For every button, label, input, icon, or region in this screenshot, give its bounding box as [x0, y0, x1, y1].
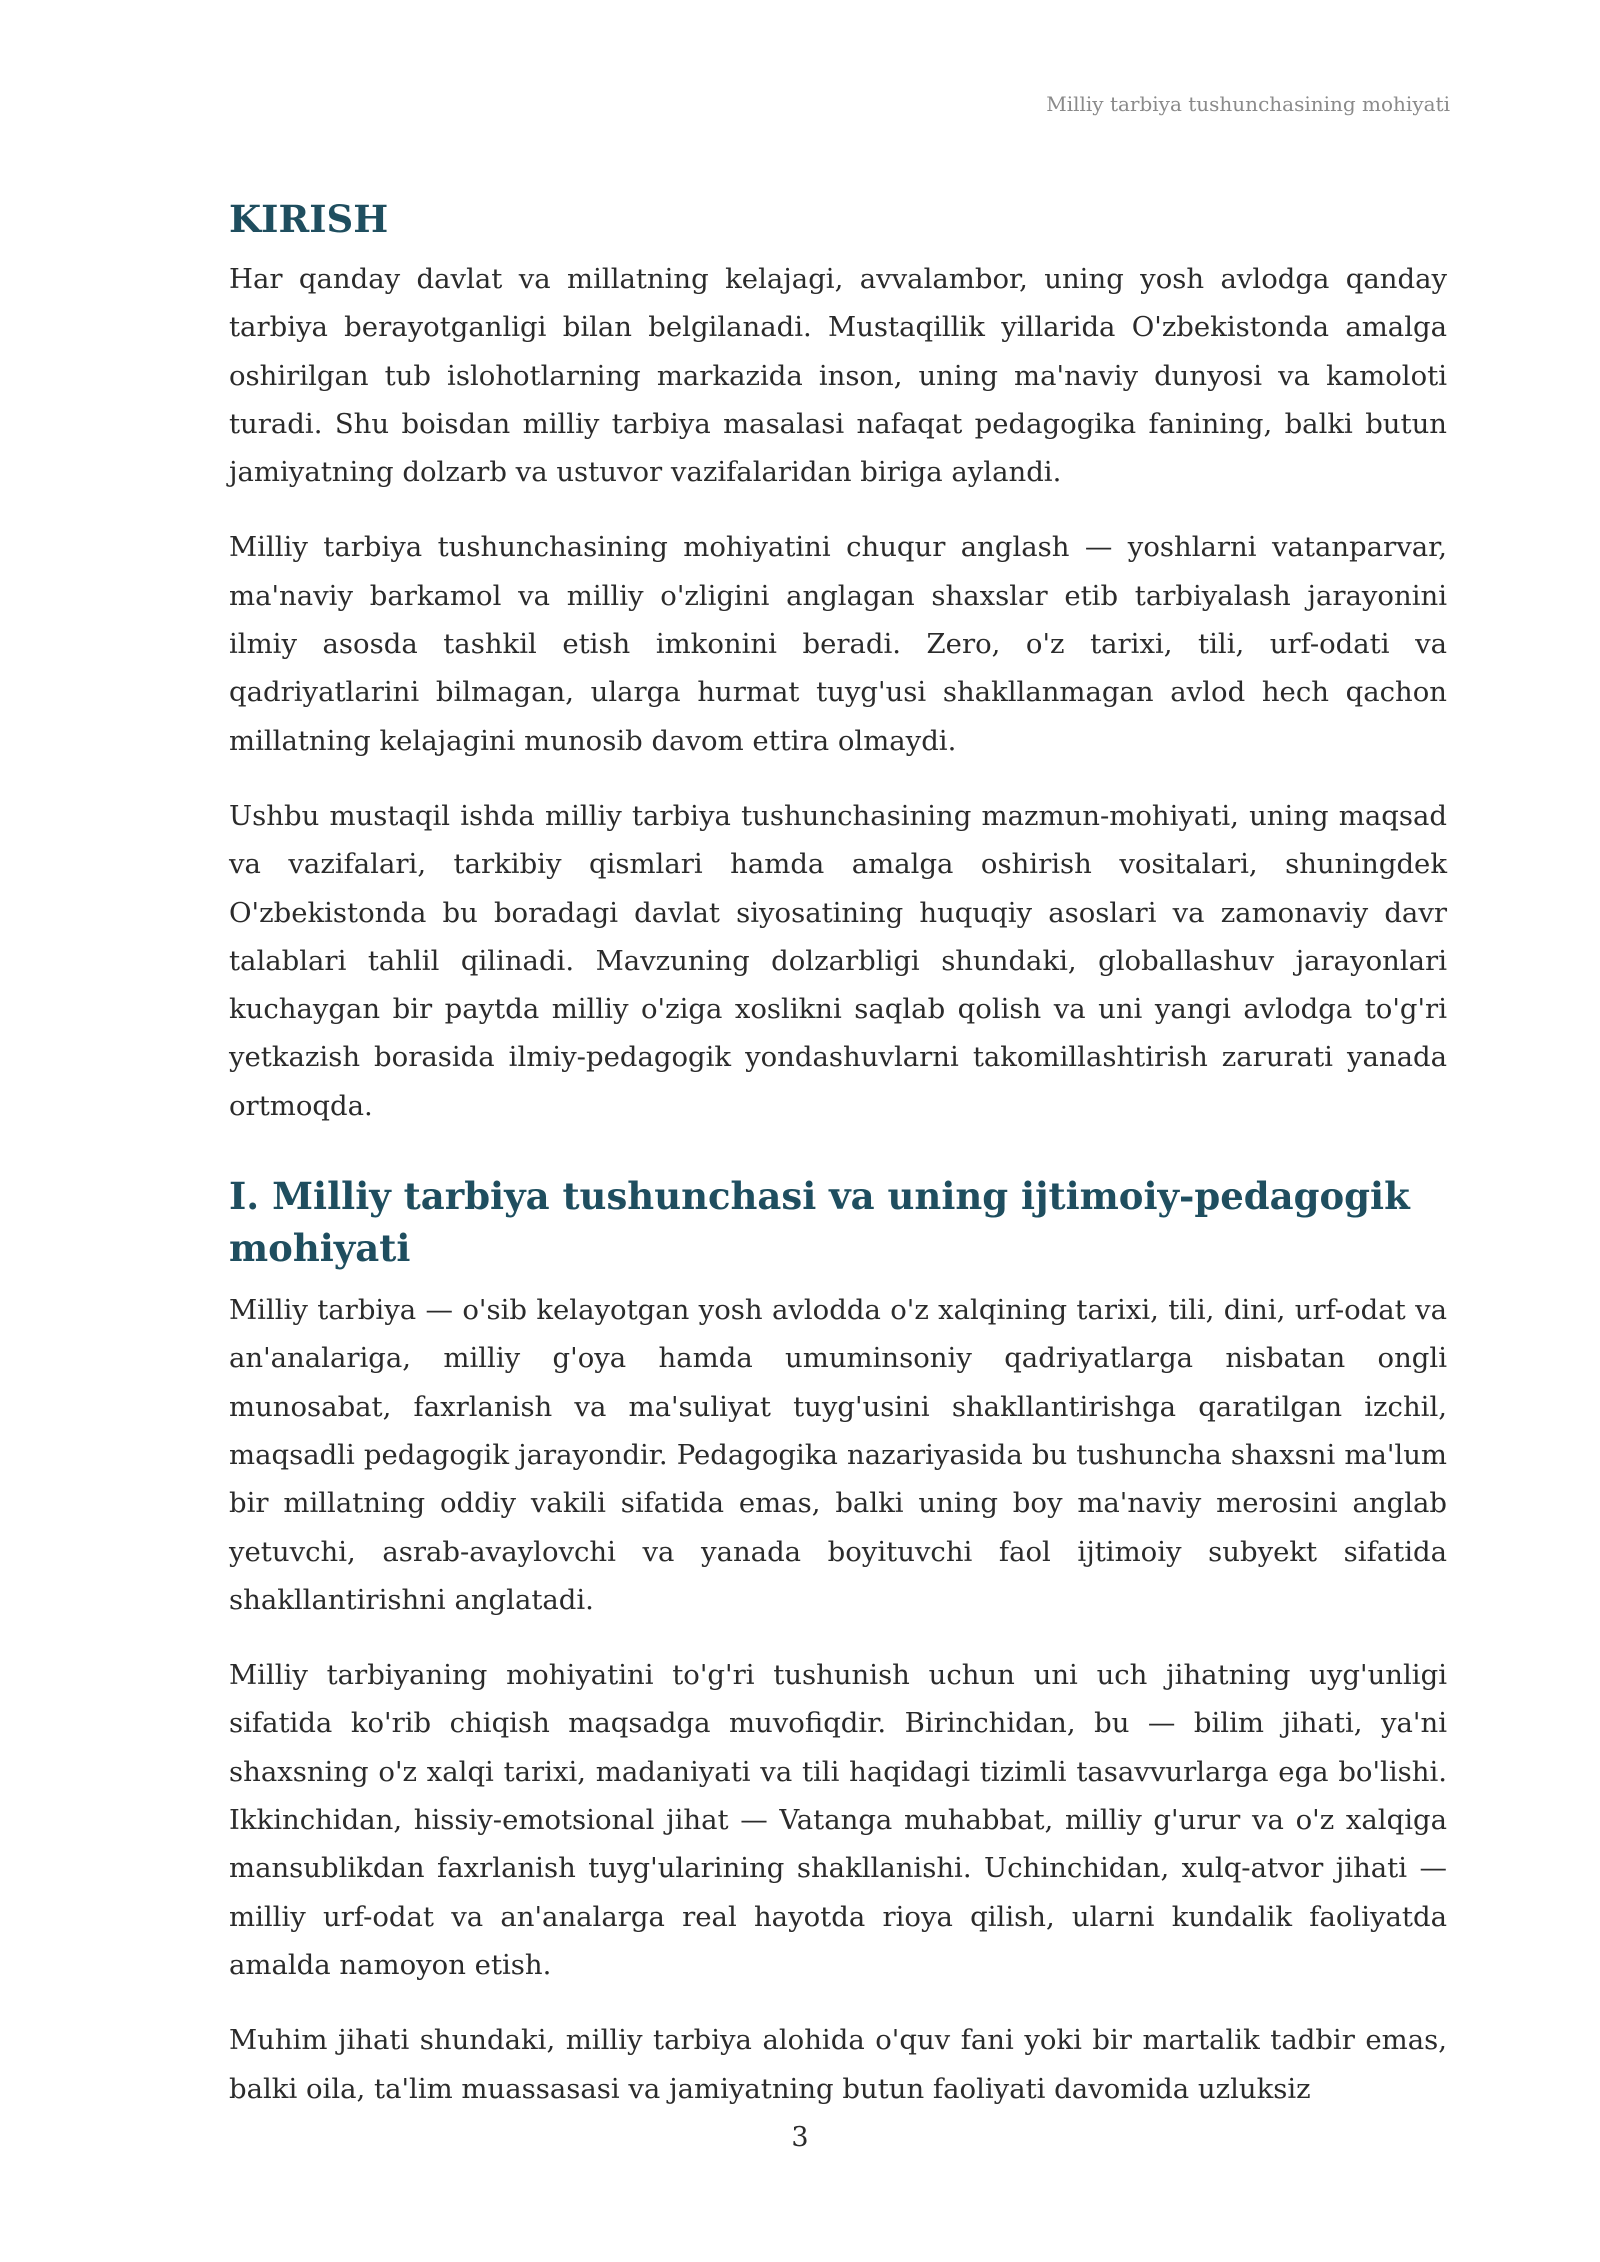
chapter-paragraph-1: Milliy tarbiya — o'sib kelayotgan yosh avlodda o'z xalqining tarixi, tili, dini, urf-odat va an'analariga, milliy g'oya hamda umuminsoniy qadriyatlarga nisbatan ongli munosabat, faxrlanish va ma'suliyat tuyg'usini shakllantirishga qaratilgan izchil, maqsadli pedagogik jarayondir. Pedagogika nazariyasida bu tushuncha shaxsni ma'lum bir millatning oddiy vakili sifatida emas, balki uning boy ma'naviy merosini anglab yetuvchi, asrab-avaylovchi va yanada boyituvchi faol ijtimoiy subyekt sifatida shakllantirishni anglatadi. — [229, 1294, 1447, 1616]
page-content — [229, 190, 1447, 2140]
chapter-paragraph-3: Muhim jihati shundaki, milliy tarbiya alohida o'quv fani yoki bir martalik tadbir emas, balki oila, ta'lim muassasasi va jamiyatning butun faoliyati davomida uzluksiz — [229, 2024, 1447, 2105]
running-header: Milliy tarbiya tushunchasining mohiyati — [1046, 92, 1450, 116]
intro-paragraph-1: Har qanday davlat va millatning kelajagi, avvalambor, uning yosh avlodga qanday tarbiya berayotganligi bilan belgilanadi. Mustaqillik yillarida O'zbekistonda amalga oshirilgan tub islohotlarning markazida inson, uning ma'naviy dunyosi va kamoloti turadi. Shu boisdan milliy tarbiya masalasi nafaqat pedagogika fanining, balki butun jamiyatning dolzarb va ustuvor vazifalaridan biriga aylandi. — [229, 263, 1447, 489]
intro-paragraph-2: Milliy tarbiya tushunchasining mohiyatini chuqur anglash — yoshlarni vatanparvar, ma'naviy barkamol va milliy o'zligini anglagan shaxslar etib tarbiyalash jarayonini ilmiy asosda tashkil etish imkonini beradi. Zero, o'z tarixi, tili, urf-odati va qadriyatlarini bilmagan, ularga hurmat tuyg'usi shakllanmagan avlod hech qachon millatning kelajagini munosib davom ettira olmaydi. — [229, 531, 1447, 757]
intro-paragraph-3: Ushbu mustaqil ishda milliy tarbiya tushunchasining mazmun-mohiyati, uning maqsad va vazifalari, tarkibiy qismlari hamda amalga oshirish vositalari, shuningdek O'zbekistonda bu boradagi davlat siyosatining huquqiy asoslari va zamonaviy davr talablari tahlil qilinadi. Mavzuning dolzarbligi shundaki, globallashuv jarayonlari kuchaygan bir paytda milliy o'ziga xoslikni saqlab qolish va uni yangi avlodga to'g'ri yetkazish borasida ilmiy-pedagogik yondashuvlarni takomillashtirish zarurati yanada ortmoqda. — [229, 799, 1447, 1122]
page-number: 3 — [791, 2122, 809, 2153]
chapter-heading: I. Milliy tarbiya tushunchasi va uning ijtimoiy-pedagogik mohiyati — [229, 1174, 1410, 1271]
chapter-paragraph-2: Milliy tarbiyaning mohiyatini to'g'ri tushunish uchun uni uch jihatning uyg'unligi sifatida ko'rib chiqish maqsadga muvofiqdir. Birinchidan, bu — bilim jihati, ya'ni shaxsning o'z xalqi tarixi, madaniyati va tili haqidagi tizimli tasavvurlarga ega bo'lishi. Ikkinchidan, hissiy-emotsional jihat — Vatanga muhabbat, milliy g'urur va o'z xalqiga mansublikdan faxrlanish tuyg'ularining shakllanishi. Uchinchidan, xulq-atvor jihati — milliy urf-odat va an'analarga real hayotda rioya qilish, ularni kundalik faoliyatda amalda namoyon etish. — [229, 1659, 1447, 1981]
intro-heading: KIRISH — [229, 197, 389, 241]
